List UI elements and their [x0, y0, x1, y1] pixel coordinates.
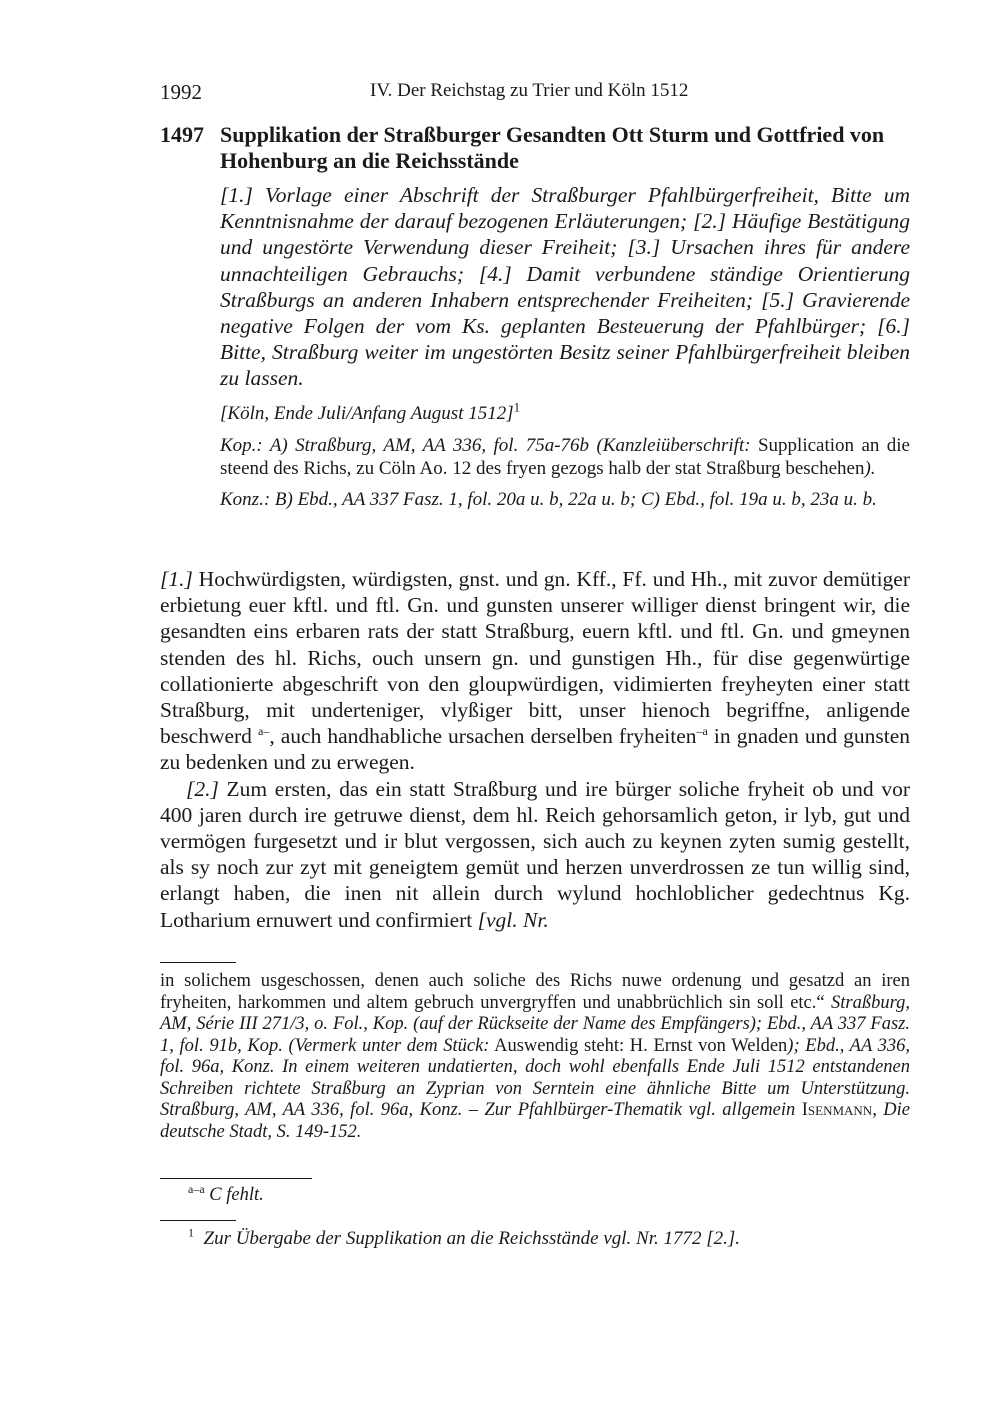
paragraph-1-text-a: Hochwürdigsten, würdigsten, gnst. und gn. Kff., Ff. und Hh., mit zuvor demütiger erbietung euer kftl. und ftl. Gn. und gunsten unserer williger dienst bringent wir, die gesandten eins erbaren rats der statt Straßburg, euern kftl. und ftl. Gn. und gmeynen stenden des hl. Richs, ouch unsern gn. und gunstigen Hh., für dise gegenwürtige collationierte abgeschrift von den gloupwürdigen, vidimierten freyheyten einer statt Straßburg, mit underteniger, vlyßiger bitt, unser hienoch begriffne, anligende beschwerd [160, 567, 911, 749]
footnote-divider [160, 962, 236, 963]
running-title: IV. Der Reichstag zu Trier und Köln 1512 [370, 80, 689, 101]
date-text: [Köln, Ende Juli/Anfang August 1512] [220, 402, 514, 424]
document-title: Supplikation der Straßburger Gesandten Ott Sturm und Gottfried von Hohenburg an die Reichsstände [220, 122, 885, 173]
document-date [220, 399, 910, 426]
page-number: 1992 [160, 80, 202, 104]
footnote-apparatus [160, 1220, 910, 1251]
footnote-rule [160, 1220, 236, 1221]
variant-apparatus [160, 1178, 910, 1207]
paragraph-2-text: Zum ersten, das ein statt Straßburg und ire bürger soliche fryheit ob und vor 400 jaren durch ire getruwe dienst, dem hl. Reich gehorsamlich geton, ir lyb, gut und vermögen furgesetzt und ir blut vergossen, sich auch zu keynen zyten sumig gestellt, als sy noch zur zyt mit geneigtem gemüt und herzen unverdrossen ze tun willig sind, erlangt haben, die inen nit allein durch wylund hochloblicher gedechtnus Kg. Lotharium ernuwert und confirmiert [160, 776, 910, 932]
note-continuation-text [160, 971, 910, 1143]
source-a-text: Supplication an die steend des Richs, zu Cöln Ao. 12 des fryen gezogs halb der stat Straßburg beschehen [220, 434, 910, 479]
source-b: Konz.: B) Ebd., AA 337 Fasz. 1, fol. 20a u. b, 22a u. b; C) Ebd., fol. 19a u. b, 23a u. b. [220, 488, 877, 510]
paragraph-2 [160, 776, 910, 933]
note-author: Isenmann [801, 1100, 873, 1120]
previous-note-continuation [160, 962, 910, 1143]
footnote-mark: 1 [188, 1225, 194, 1240]
document-head [160, 122, 910, 511]
variant-divider [160, 1178, 312, 1179]
paragraph-1-text-c: in gnaden und gunsten zu bedenken und zu erwegen. [160, 724, 911, 775]
footnote-text: Zur Übergabe der Supplikation an die Reichsstände vgl. Nr. 1772 [2.]. [203, 1228, 741, 1249]
variant-open-mark: a– [258, 724, 270, 739]
paragraph-2-ref: [vgl. Nr. [477, 907, 549, 932]
paragraph-1-label: [1.] [160, 567, 193, 591]
paragraph-1-text-b: , auch handhabliche ursachen derselben fryheiten [269, 724, 697, 749]
document-number: 1497 [160, 122, 204, 147]
source-a-suffix: ). [864, 457, 876, 479]
variant-close-mark: –a [696, 724, 708, 739]
body-text [160, 566, 910, 933]
variant-mark: a–a [188, 1181, 205, 1196]
page-header [160, 80, 910, 108]
regest: [1.] Vorlage einer Abschrift der Straßburger Pfahlbürgerfreiheit, Bitte um Kenntnisnahme der darauf bezogenen Erläuterungen; [2.] Häufige Bestätigung und ungestörte Verwendung dieser Freiheit; [3.] Ursachen ihres für andere unnachteiligen Gebrauchs; [4.] Damit verbundene ständige Orientierung Straßburgs an anderen Inhabern entsprechender Freiheiten; [5.] Gravierende negative Folgen der vom Ks. geplanten Besteuerung der Pfahlbürger; [6.] Bitte, Straßburg weiter im ungestörten Besitz seiner Pfahlbürgerfreiheit bleiben zu lassen. [220, 183, 910, 391]
note-ref-2: ); Ebd., AA 336, fol. 96a, Konz. In einem weiteren undatierten, doch wohl ebenfalls Ende Juli 1512 entstandenen Schreiben richtete Straßburg an Zyprian von Serntein eine ähnliche Bitte um Unterstützung. Straßburg, AM, AA 336, fol. 96a, Konz. – Zur Pfahlbürger-Thematik vgl. allgemein [160, 1035, 910, 1120]
variant-note [188, 1183, 910, 1207]
source-a-prefix: Kop.: A) Straßburg, AM, AA 336, fol. 75a-76b (Kanzleiüberschrift: [220, 434, 751, 456]
footnote-1 [188, 1227, 910, 1251]
variant-text: C fehlt. [209, 1185, 264, 1205]
note-ref-3: , Die deutsche Stadt, S. 149-152. [160, 1100, 910, 1142]
paragraph-1 [160, 566, 910, 776]
note-quote: in solichem usgeschossen, denen auch soliche des Richs nuwe ordenung und gesatzd an iren fryheiten, harkommen und altem gebruch unvergryffen und unabbrüchlich sin soll etc.“ [160, 971, 910, 1013]
date-footnote-ref: 1 [513, 399, 521, 415]
note-ref-1: Straßburg, AM, Série III 271/3, o. Fol., Kop. (auf der Rückseite der Name des Empfängers); Ebd., AA 337 Fasz. 1, fol. 91b, Kop. (Vermerk unter dem Stück: [160, 992, 910, 1056]
source-a [220, 434, 910, 480]
note-plain: Auswendig steht: H. Ernst von Welden [489, 1035, 788, 1056]
paragraph-2-label: [2.] [186, 776, 219, 801]
